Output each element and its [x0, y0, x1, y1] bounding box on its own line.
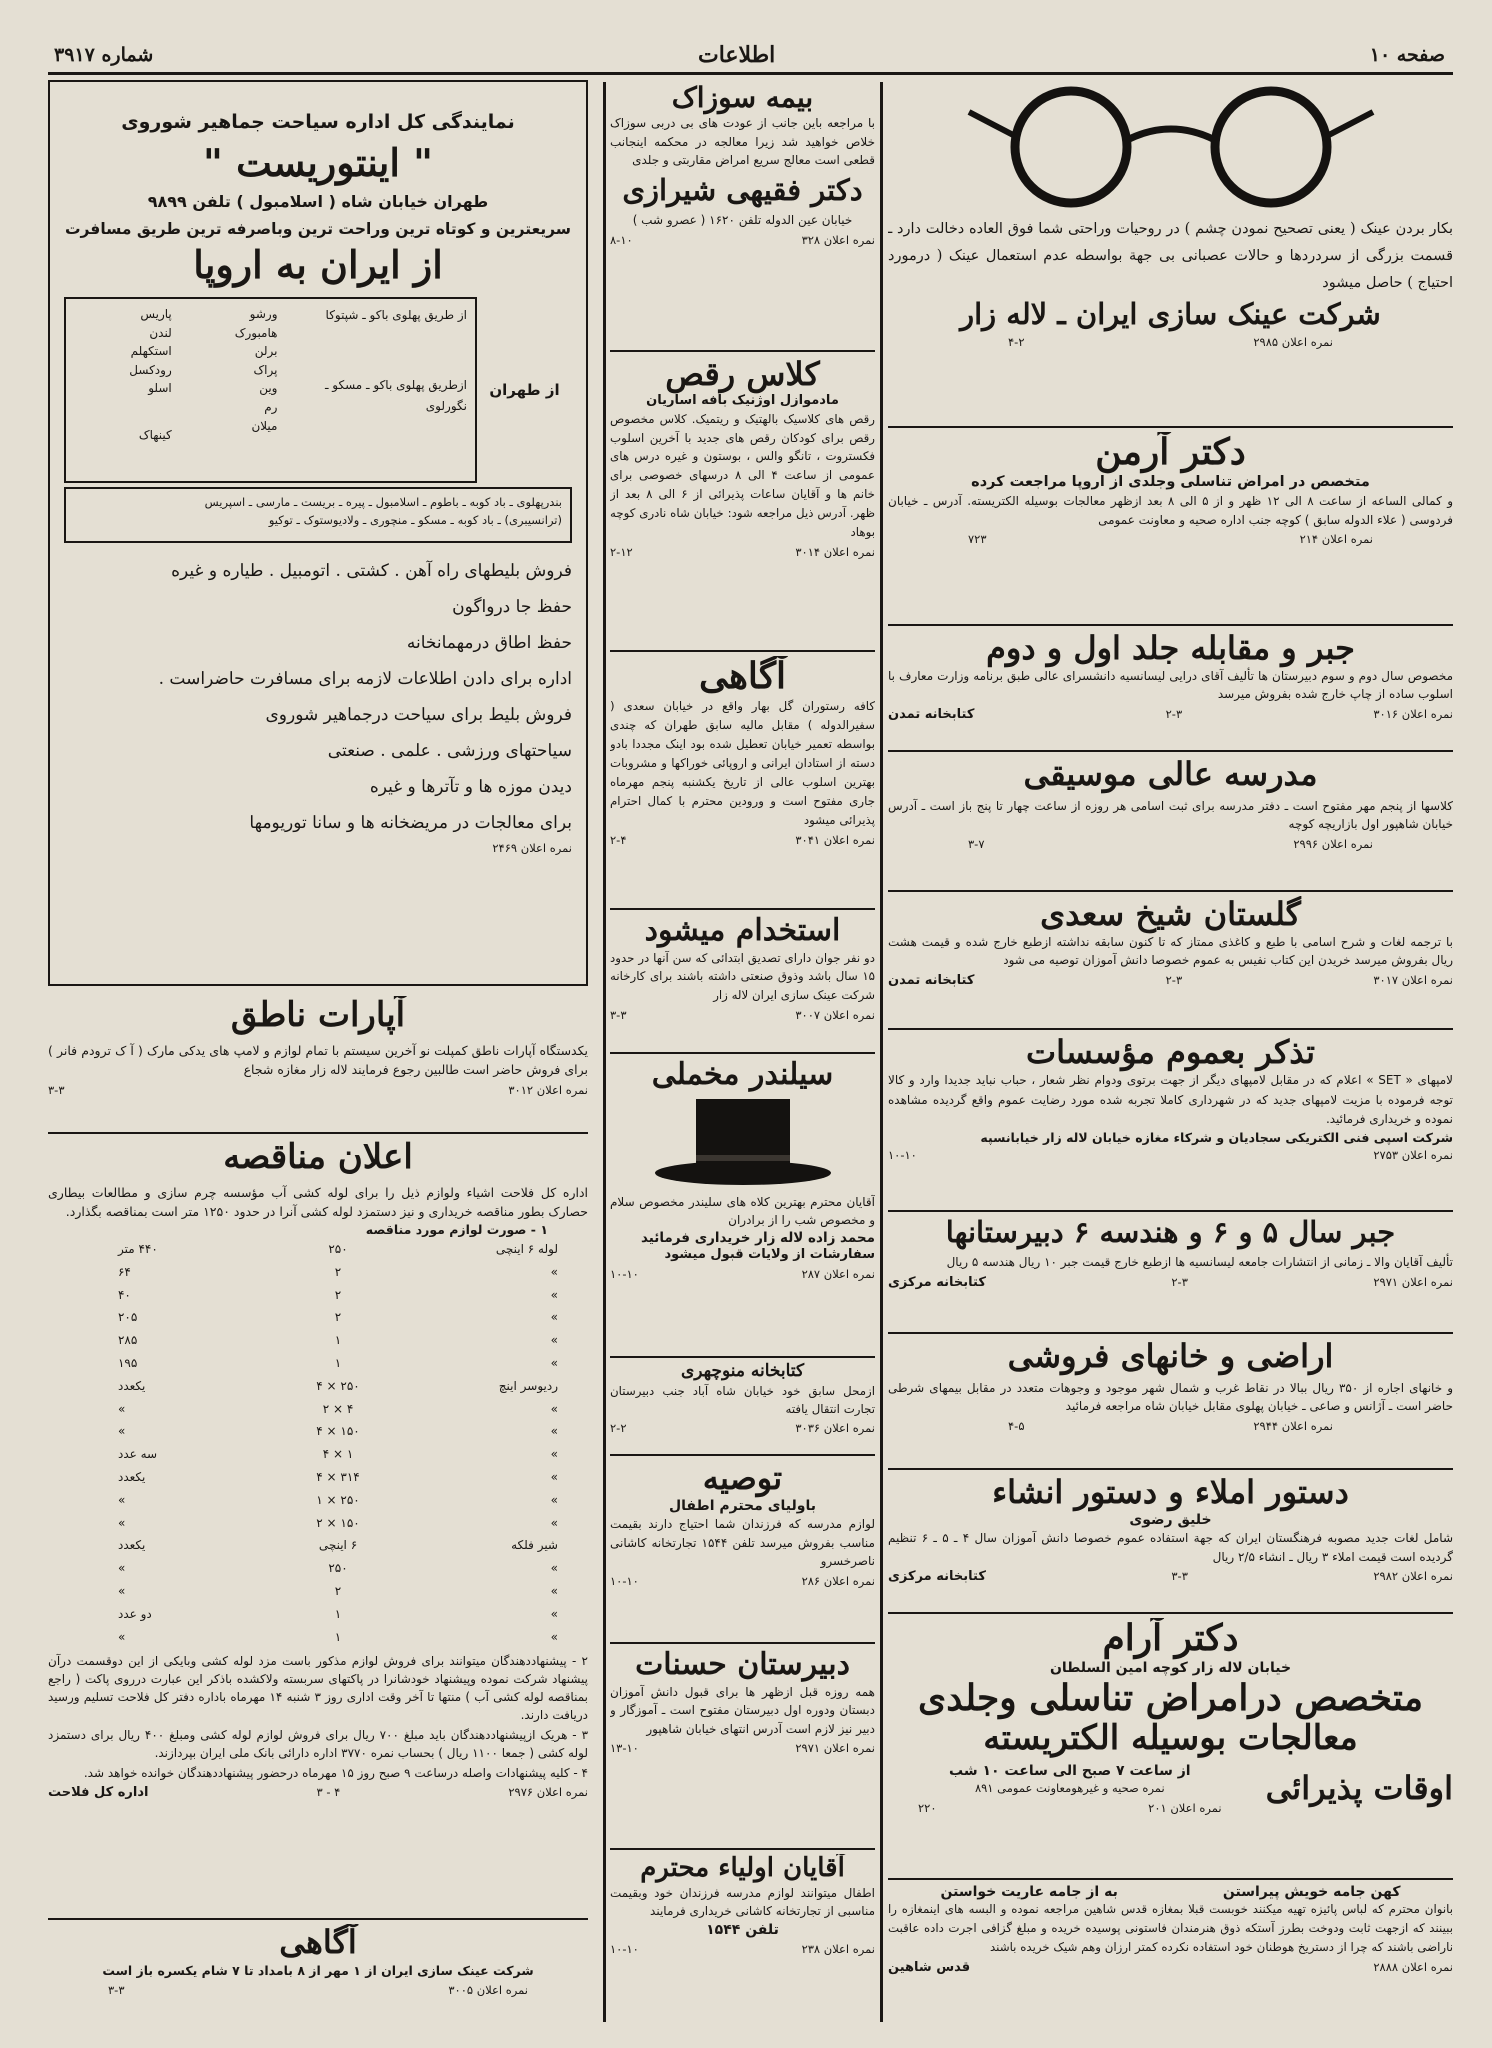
ad-title: اراضی و خانهای فروشی: [1007, 1338, 1334, 1375]
ad-code: ۲-۳: [1165, 706, 1183, 721]
ad-text: رقص های کلاسیک بالهتیک و ریتمیک. کلاس مخصوص رقص برای کودکان رقص های جدید با آخرین اسلوب فکستروت ، تانگو والس ، بوستون و غیره درس های عمومی از ساعت ۴ الی ۸ درسهای خصوصی برای خانم ها و آقایان ساعات پذیرائی از ۶ الی ۸ بعد از ظهر. آدرس ذیل مراجعه شود: خیابان شاه نادری کوچه بوهاد: [610, 411, 875, 539]
ad-code: ۲۲۰: [918, 1801, 937, 1816]
ad-text: شامل لغات جدید مصوبه فرهنگستان ایران که جهة استفاده عموم خصوصا دانش آموزان سال ۴ ـ ۵ ـ ۶ تنظیم گردیده است قیمت املاء ۳ ریال ـ انشاء ۲/۵ ریال: [888, 1530, 1453, 1564]
tender-para-2: ۲ - پیشنهاددهندگان میتوانند برای فروش لوازم مذکور باست مزد لوله کشی وبایکی از این دوقسمت درآن پیشنهاد شرکت نموده وپیشنهاد خودشانرا در پاکتهای سربسته ولاکشده باذکر این عبارت درروی پاکت ( راجع بمناقصه لوله کشی آب ) منتها تا آخر وقت اداری روز ۳ شنبه ۱۴ مهرماه باداره دفتر کل فلاحت تسلیم ورسید دریافت دارند.: [48, 1654, 588, 1723]
optical-hours-ad: [48, 1924, 588, 2024]
golestan-book-ad: [888, 896, 1453, 1022]
dance-class-ad: [610, 356, 875, 644]
eyeglasses-icon: [888, 82, 1453, 216]
city: وین: [259, 381, 278, 396]
route-table: [64, 297, 477, 483]
ad-separator: [48, 1132, 588, 1134]
music-school-ad: [888, 756, 1453, 884]
table-row: » ۲ ۲۰۵: [117, 1310, 558, 1325]
library-ad: [610, 1362, 875, 1448]
ad-text: تألیف آقایان والا ـ زمانی از انتشارات جامعه لیسانسیه ها ازطبع خارج قیمت جبر ۱۰ ریال هندسه ۵ ریال: [946, 1255, 1453, 1270]
algebra-book-ad: [888, 630, 1453, 744]
ad-signature: کتابخانه مرکزی: [888, 1569, 986, 1585]
city: استکهلم: [130, 344, 172, 359]
ad-title: آگاهی: [279, 1924, 357, 1961]
ad-text: دو نفر جوان دارای تصدیق ابتدائی که سن آنها در حدود ۱۵ سال باشد وذوق صنعتی داشته باشند برای کارخانه شرکت عینک سازی ایران لاله زار: [610, 950, 875, 1003]
ad-title: توصیه: [702, 1460, 783, 1497]
ad-text: کافه رستوران گل بهار واقع در خیابان سعدی ( سفیرالدوله ) مقابل مالیه سابق طهران که چندی بواسطه تعمیر خیابان تعطیل شده بود اینک مجددا بادو دسته از استادان ایرانی و اروپائی خوراکها و مشروبات بهترین اسلوب عالی از تاریخ یکشنبه پنجم مهرماه جاری مفتوح است و ورودین محترم با کمال احترام پذیرائی میشود: [610, 699, 875, 827]
hours-label: اوقات پذیرائی: [1265, 1769, 1453, 1808]
doctor-address: خیابان لاله زار کوچه امین السلطان: [1049, 1660, 1292, 1677]
ad-title: آپارات ناطق: [230, 996, 406, 1035]
city: ورشو: [249, 307, 278, 321]
ad-separator: [888, 1612, 1453, 1614]
ad-number: نمره اعلان ۲۹۷۱: [795, 1741, 875, 1756]
parents-ad: [610, 1854, 875, 2024]
newspaper-name: اطلاعات: [698, 42, 776, 68]
ad-title: جبر سال ۵ و ۶ و هندسه ۶ دبیرستانها: [945, 1216, 1396, 1249]
ad-separator: [888, 1028, 1453, 1030]
ad-subtitle: باولیای محترم اطفال: [669, 1497, 816, 1514]
ad-text: آقایان محترم بهترین کلاه های سلیندر مخصوص سلام و مخصوص شب را از برادران: [610, 1194, 875, 1228]
ad-number: نمره اعلان ۳۰۱۴: [795, 544, 875, 559]
ad-signature: کتابخانه تمدن: [888, 706, 975, 722]
city: پاریس: [140, 307, 172, 321]
ad-code: ۳-۷: [968, 836, 985, 851]
ad-separator: [888, 426, 1453, 428]
sea-route-2: (ترانسیبری) ـ باد کوبه ـ مسکو ـ منچوری ـ ولادیوستوک ـ توکیو: [268, 513, 562, 528]
ad-title: سیلندر مخملی: [651, 1058, 834, 1092]
table-row: » ۱ »: [117, 1629, 558, 1644]
advice-ad: [610, 1460, 875, 1636]
grammar-book-ad: [888, 1474, 1453, 1606]
ad-number: نمره اعلان ۳۰۰۵: [448, 1983, 528, 1998]
ad-text: با مراجعه باین جانب از عودت های بی دربی سوزاک خلاص خواهید شد زیرا معالجه در محکمه اینجانب قطعی است معالج سریع امراض مقاربتی و جلدی: [610, 116, 875, 168]
top-hat-icon: [610, 1093, 875, 1193]
intourist-ad: [48, 80, 588, 986]
route-one: از طریق پهلوی باکو ـ شپتوکا: [325, 308, 467, 322]
ad-code: ۳-۳: [1171, 1569, 1188, 1584]
tender-para-3: ۳ - هریک ازپیشنهاددهندگان باید مبلغ ۷۰۰ ریال برای فروش لوازم لوله کشی ومبلغ ۴۰۰ ریال برای دستمزد لوله کشی ( جمعا ۱۱۰۰ ریال ) بحساب نمره ۳۷۷۰ اداره دارائی بانک ملی ایران بپردازند.: [48, 1728, 588, 1761]
table-row: » ۲ ۶۴: [117, 1264, 558, 1279]
ad-number: نمره اعلان ۲۸۶: [801, 1573, 875, 1588]
hiring-ad: [610, 914, 875, 1046]
doctor-phone: نمره صحیه و غیرهومعاونت عمومی ۸۹۱: [974, 1781, 1165, 1796]
doctor-address: خیابان عین الدوله تلفن ۱۶۲۰ ( عصرو شب ): [632, 213, 853, 228]
ad-code: ۲-۲: [610, 1421, 627, 1436]
tailor-ad: [888, 1884, 1453, 2024]
ad-number: نمره اعلان ۳۰۱۶: [1373, 706, 1453, 721]
cities-column-a: [180, 305, 278, 445]
city: رودکسل: [129, 362, 172, 377]
doctor-treatment: معالجات بوسیله الکتریسته: [983, 1717, 1358, 1758]
city: کینهاک: [138, 427, 172, 442]
sea-route-1: بندرپهلوی ـ باد کوبه ـ باطوم ـ اسلامبول ـ پیره ـ بریست ـ مارسی ـ اسپریس: [204, 495, 562, 509]
eyeglasses-ad: [888, 82, 1453, 418]
table-row: » ۲۵۰ »: [117, 1561, 558, 1576]
intourist-services: [64, 553, 572, 841]
verse-line: به از جامه عاریت خواستن: [940, 1884, 1118, 1900]
ad-text: و خانهای اجاره از ۳۵۰ ریال ببالا در نقاط غرب و شمال شهر موجود و وجوهات متعدد در مقابل بیمهای شرطی حاضر است ـ آژانس و صاعی ـ خیابان پهلوی مقابل خیابان شاه مراجعه فرمائید: [888, 1380, 1453, 1414]
ad-code: ۱۳-۱۰: [610, 1741, 639, 1756]
ad-separator: [888, 1878, 1453, 1880]
table-row: » ۴ × ۲ »: [117, 1401, 558, 1416]
ad-number: نمره اعلان ۲۹۷۶: [508, 1785, 588, 1800]
tender-ad: [48, 1138, 588, 1908]
company-name: شرکت اسپی فنی الکتریکی سجادیان و شرکاء مغازه خیابان لاله زار خیابانسپه: [980, 1130, 1453, 1146]
ad-text: یکدستگاه آپارات ناطق کمپلت نو آخرین سیستم با تمام لوازم و لامپ های یدکی مارک ( آ ک ترودم فانر ) برای فروش حاضر است طالبین رجوع فرمایند لاله زار مغازه شجاع: [48, 1043, 588, 1078]
verse-line: کهن جامه خویش پیراستن: [1222, 1884, 1401, 1900]
tender-list-heading: ۱ - صورت لوازم مورد مناقصه: [365, 1221, 548, 1237]
table-row: » ۳۱۴ × ۴ یکعدد: [117, 1470, 558, 1485]
city: هامبورک: [234, 325, 278, 340]
ad-text: و کمالی الساعه از ساعت ۸ الی ۱۲ ظهر و از ۵ الی ۸ بعد ازظهر معالجات بوسیله الکتریسته. آدرس ـ خیابان فردوسی ( علاء الدوله سابق ) کوچه جنب اداره صحیه و معاونت عمومی: [888, 494, 1453, 527]
service-line: حفظ جا درواگون: [452, 597, 572, 618]
ad-number: نمره اعلان ۲۱۴: [1299, 532, 1373, 547]
insurance-ad: [610, 82, 875, 344]
issue-number: شماره ۳۹۱۷: [54, 44, 154, 66]
table-row: » ۲ »: [117, 1584, 558, 1599]
tender-para-4: ۴ - کلیه پیشنهادات واصله درساعت ۹ صبح روز ۱۵ مهرماه درحضور پیشنهاددهندگان خوانده خواهد شد.: [83, 1766, 588, 1781]
land-sale-ad: [888, 1338, 1453, 1462]
ad-code: ۳-۳: [610, 1008, 627, 1023]
ad-code: ۲-۳: [1165, 972, 1183, 987]
service-line: حفظ اطاق درمهمانخانه: [406, 633, 572, 654]
doctor-name: دکتر فقیهی شیرازی: [622, 172, 863, 207]
book-author: خلیق رضوی: [1129, 1511, 1212, 1528]
ad-text: مخصوص سال دوم و سوم دبیرستان ها تألیف آقای درایی لیسانسیه دانشسرای عالی طبق برنامه وزارت معارف با اسلوب ساده از چاپ خارج شده بفروش میرسد: [888, 668, 1453, 702]
ad-text: لوازم مدرسه که فرزندان شما احتیاج دارند بقیمت مناسب بفروش میرسد تلفن ۱۵۴۴ تجارتخانه کاشانی ناصرخسرو: [610, 1516, 875, 1569]
office-hours: از ساعت ۷ صبح الی ساعت ۱۰ شب: [949, 1763, 1191, 1780]
ad-phone: ۷۲۳: [968, 532, 987, 547]
tailor-verse: [888, 1884, 1453, 1900]
ad-number: نمره اعلان ۲۳۸: [801, 1942, 875, 1957]
intourist-address: طهران خیابان شاه ( اسلامبول ) تلفن ۹۸۹۹: [147, 192, 489, 212]
ad-code: ۲-۱۲: [610, 544, 633, 559]
table-row: » ۱ ۱۹۵: [117, 1356, 558, 1371]
ad-text: با ترجمه لغات و شرح اسامی با طبع و کاغذی ممتاز که تا کنون سابقه نداشته ازطبع خارج شده و قیمت هشت ریال بفروش میرسد خریدن این کتاب نفیس به عموم خصوصا دانش آموزان توصیه می شود: [888, 934, 1453, 968]
ad-number: نمره اعلان ۲۷۵۳: [1373, 1148, 1453, 1163]
company-name: شرکت عینک سازی ایران ـ لاله زار: [960, 297, 1381, 332]
ad-code: ۴ - ۳: [316, 1785, 341, 1800]
hat-orders-note: سفارشات از ولایات قبول میشود: [664, 1247, 875, 1263]
ad-title: جبر و مقابله جلد اول و دوم: [986, 630, 1355, 667]
ad-number: نمره اعلان ۲۹۸۵: [1253, 334, 1333, 349]
aram-hours-row: [888, 1762, 1453, 1815]
ad-signature: قدس شاهین: [888, 1959, 971, 1975]
ad-separator: [48, 1918, 588, 1920]
ad-number: نمره اعلان ۳۰۱۲: [508, 1082, 588, 1097]
table-row: » ۱ × ۴ سه عدد: [117, 1447, 558, 1462]
ad-separator: [888, 890, 1453, 892]
ad-title: کتابخانه منوچهری: [680, 1362, 805, 1381]
ad-number: نمره اعلان ۲۹۸۲: [1373, 1569, 1453, 1584]
cylinder-hat-ad: [610, 1058, 875, 1350]
ad-title: مدرسه عالی موسیقی: [1023, 756, 1318, 793]
ad-separator: [888, 1332, 1453, 1334]
ad-code: ۳-۳: [108, 1983, 125, 1998]
dr-armen-ad: [888, 432, 1453, 618]
route-two: ازطریق پهلوی باکو ـ مسکو ـ نگورلوی: [324, 378, 467, 413]
ad-number: نمره اعلان ۲۹۷۱: [1373, 1274, 1453, 1289]
ad-separator: [610, 650, 875, 652]
ad-number: نمره اعلان ۲۰۱: [1148, 1801, 1222, 1816]
ad-code: ۴-۲: [1008, 334, 1025, 349]
ad-text: همه روزه قبل ازظهر ها برای قبول دانش آموزان دبستان ودوره اول دبیرستان مفتوح است ـ آموزگار و دبیر نیز لازم است آدرس انتهای خیابان شاهپور: [610, 1684, 875, 1736]
ad-title: استخدام میشود: [644, 914, 841, 948]
service-line: برای معالجات در مریضخانه ها و سانا توریومها: [249, 813, 572, 834]
ad-phone: تلفن ۱۵۴۴: [706, 1922, 779, 1939]
intourist-slogan: سریعترین و کوتاه ترین وراحت ترین وباصرفه ترین طریق مسافرت: [64, 220, 572, 239]
ad-title: آقایان اولیاء محترم: [640, 1854, 845, 1883]
ad-code: ۱۰-۱۰: [610, 1573, 639, 1588]
ad-text: شرکت عینک سازی ایران از ۱ مهر از ۸ بامداد تا ۷ شام یکسره باز است: [102, 1962, 534, 1978]
from-tehran-label: از طهران: [489, 381, 560, 399]
ad-signature: کتابخانه مرکزی: [888, 1274, 986, 1290]
ad-text: کلاسها از پنجم مهر مفتوح است ـ دفتر مدرسه برای ثبت اسامی هر روزه از ساعت چهار تا پنج باز است ـ آدرس خیابان شاهپور اول بازاریچه کوچه: [888, 798, 1453, 832]
hasanat-school-ad: [610, 1648, 875, 1842]
service-line: دیدن موزه ها و تآترها و غیره: [369, 777, 572, 798]
ad-number: نمره اعلان ۳۰۱۷: [1373, 972, 1453, 987]
newspaper-page: [48, 38, 1453, 2028]
ad-number: نمره اعلان ۲۴۶۹: [492, 841, 572, 856]
ad-title: دبیرستان حسنات: [635, 1648, 850, 1682]
table-row: » ۱ دو عدد: [117, 1606, 558, 1621]
table-row: » ۲۵۰ × ۱ »: [117, 1492, 558, 1507]
table-row: ردیوسر اینچ ۲۵۰ × ۴ یکعدد: [117, 1378, 558, 1393]
ad-number: نمره اعلان ۳۰۰۷: [795, 1008, 875, 1023]
city: رم: [264, 399, 278, 414]
table-row: شیر فلکه ۶ اینچی یکعدد: [117, 1538, 558, 1553]
ad-code: ۱۰-۱۰: [888, 1148, 917, 1163]
ad-text: بانوان محترم که لباس پائیزه تهیه میکنند خوبست قبلا بمغازه قدس شاهین مراجعه نموده و البسه های اینمغازه را ببینند که ازجهت ثابت ودوخت بطرز آستکه ذوق هنرمندان فاستونی پوسیده خریده و مبلغ گزافی اجرت داده عاقبت ناراضی باشند که چرا از دستریخ هوطنان خود استفاده نکرده کمتر ارزان وهم شیک خریده باشند: [888, 1902, 1453, 1954]
ad-number: نمره اعلان ۳۰۳۶: [795, 1421, 875, 1436]
table-row: » ۱۵۰ × ۴ »: [117, 1424, 558, 1439]
hat-seller: محمد زاده لاله زار خریداری فرمائید: [640, 1229, 875, 1246]
ad-code: ۱۰-۱۰: [610, 1942, 639, 1957]
column-rule: [880, 82, 883, 2022]
cities-column-b: [74, 305, 172, 445]
ad-code: ۴-۵: [1008, 1418, 1025, 1433]
ad-separator: [610, 1356, 875, 1358]
city: میلان: [251, 418, 278, 433]
city: لندن: [149, 325, 172, 340]
restaurant-ad: [610, 656, 875, 902]
ad-text: ازمحل سابق خود خیابان شاه آباد جنب دبیرستان تجارت انتقال یافته: [610, 1383, 875, 1416]
route-section: [64, 297, 572, 483]
ad-subtitle: متخصص در امراض تناسلی وجلدی از اروپا مراجعت کرده: [971, 474, 1370, 491]
ad-code: ۲-۴: [610, 832, 627, 847]
ad-text: لامپهای « SET » اعلام که در مقابل لامپهای دیگر از جهت برتوی ودوام نظر شعار ، حباب نباید جدیدا وارد و کالا توجه فرموده با مزیت لامپهای جدید که در شهرداری کاملا تجربه شده مورد رضایت عموم واقع گردیده مشاهده نموده و خریداری فرمائید.: [888, 1072, 1453, 1127]
page-number: صفحه ۱۰: [1369, 44, 1445, 66]
ad-number: نمره اعلان ۲۹۹۶: [1293, 836, 1373, 851]
ad-separator: [610, 1642, 875, 1644]
table-row: » ۱ ۲۸۵: [117, 1333, 558, 1348]
ad-number: نمره اعلان ۳۰۴۱: [795, 832, 875, 847]
city: برلن: [254, 344, 278, 359]
masthead: [48, 38, 1453, 75]
ad-code: ۸-۱۰: [610, 232, 633, 247]
service-line: فروش بلیطهای راه آهن . کشتی . اتومبیل . طیاره و غیره: [171, 561, 572, 581]
city: پراک: [253, 362, 278, 377]
ad-separator: [888, 1210, 1453, 1212]
dr-aram-ad: [888, 1618, 1453, 1872]
ad-code: ۲-۳: [1171, 1274, 1188, 1289]
intourist-name: " اینتوریست ": [203, 139, 433, 185]
ad-separator: [610, 908, 875, 910]
ad-code: ۳-۳: [48, 1082, 65, 1097]
ad-title: دکتر آرام: [1102, 1618, 1239, 1659]
doctor-specialty: متخصص درامراض تناسلی وجلدی: [918, 1676, 1423, 1719]
ad-separator: [888, 1468, 1453, 1470]
tender-intro: اداره کل فلاحت اشیاء ولوازم ذیل را برای لوله کشی آب مؤسسه چرم سازی و مطالعات بیطاری حصارک بطور مناقصه خریداری و نیز دستمزد لوله کشی آنرا در حدود ۱۲۵۰ متر است بمناقصه بگذارد.: [48, 1185, 588, 1220]
ad-code: ۱۰-۱۰: [610, 1267, 639, 1282]
service-line: سیاحتهای ورزشی . علمی . صنعتی: [327, 741, 572, 762]
ad-separator: [610, 1848, 875, 1850]
table-row: لوله ۶ اینچی ۲۵۰ ۴۴۰ متر: [117, 1242, 558, 1257]
intourist-headline: از ایران به اروپا: [193, 242, 443, 288]
talking-machine-ad: [48, 996, 588, 1126]
ad-title: آگاهی: [698, 656, 787, 697]
lamps-notice-ad: [888, 1034, 1453, 1204]
table-row: » ۱۵۰ × ۲ »: [117, 1515, 558, 1530]
ad-title: دستور املاء و دستور انشاء: [992, 1474, 1349, 1511]
intourist-agency-line: نمایندگی کل اداره سیاحت جماهیر شوروی: [121, 111, 515, 133]
ad-separator: [888, 750, 1453, 752]
ad-title: گلستان شیخ سعدی: [1040, 896, 1301, 933]
ad-text: اطفال میتوانند لوازم مدرسه فرزندان خود وبقیمت مناسبی از تجارتخانه کاشانی خریداری فرمایند: [610, 1885, 875, 1919]
ad-separator: [610, 1454, 875, 1456]
city: اسلو: [148, 381, 172, 396]
ad-subtitle: مادموازل اوژنیک بافه اساریان: [646, 392, 839, 408]
ad-separator: [610, 1052, 875, 1054]
ad-number: نمره اعلان ۲۹۴۴: [1253, 1418, 1333, 1433]
ad-title: اعلان مناقصه: [223, 1138, 413, 1177]
ad-separator: [610, 350, 875, 352]
ad-title: دکتر آرمن: [1095, 432, 1246, 473]
ad-title: تذکر بعموم مؤسسات: [1026, 1034, 1315, 1071]
ad-text: بکار بردن عینک ( یعنی تصحیح نمودن چشم ) در روحیات وراحتی شما فوق العاده دخالت دارد ـ قسمت بزرگی از سردردها و حالات عصبانی بی جهة بواسطه عدم استعمال عینک ( درمورد احتیاج ) حاصل میشود: [888, 221, 1453, 291]
geometry-book-ad: [888, 1216, 1453, 1326]
sea-route-box: [64, 487, 572, 543]
tender-table: [48, 1238, 588, 1648]
ad-title: کلاس رقص: [665, 356, 820, 393]
ad-separator: [888, 624, 1453, 626]
ad-signature: اداره کل فلاحت: [48, 1785, 149, 1801]
ad-number: نمره اعلان ۲۸۷: [801, 1267, 875, 1282]
service-line: فروش بلیط برای سیاحت درجماهیر شوروی: [265, 705, 572, 726]
ad-number: نمره اعلان ۲۸۸۸: [1373, 1959, 1453, 1974]
ad-title: بیمه سوزاک: [671, 82, 814, 114]
column-rule: [603, 82, 606, 2022]
table-row: » ۲ ۴۰: [117, 1287, 558, 1302]
service-line: اداره برای دادن اطلاعات لازمه برای مسافرت حاضراست .: [158, 669, 572, 690]
ad-signature: کتابخانه تمدن: [888, 972, 975, 988]
ad-number: نمره اعلان ۳۲۸: [801, 232, 875, 247]
